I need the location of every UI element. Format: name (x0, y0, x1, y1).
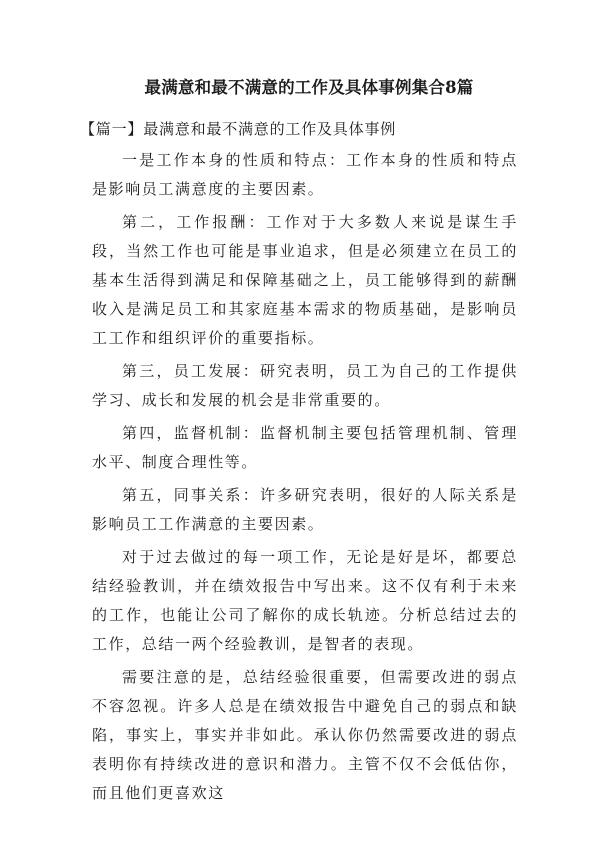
paragraph: 一是工作本身的性质和特点：工作本身的性质和特点是影响员工满意度的主要因素。 (92, 151, 518, 198)
section-heading: 【篇一】最满意和最不满意的工作及具体事例 (80, 120, 397, 138)
paragraph: 第二，工作报酬：工作对于大多数人来说是谋生手段，当然工作也可能是事业追求，但是必须建立在员工的基本生活得到满足和保障基础之上，员工能够得到的薪酬收入是满足员工和其家庭基本需求的物质基础，是影响员工工作和组织评价的重要指标。 (92, 213, 518, 347)
paragraph: 需要注意的是，总结经验很重要，但需要改进的弱点不容忽视。许多人总是在绩效报告中避免自己的弱点和缺陷，事实上，事实并非如此。承认你仍然需要改进的弱点表明你有持续改进的意识和潜力。主管不仅不会低估你，而且他们更喜欢这 (92, 668, 518, 802)
paragraph: 第四，监督机制：监督机制主要包括管理机制、管理水平、制度合理性等。 (92, 424, 518, 471)
document-title: 最满意和最不满意的工作及具体事例集合8篇 (144, 78, 474, 97)
paragraph: 第三，员工发展：研究表明，员工为自己的工作提供学习、成长和发展的机会是非常重要的。 (92, 362, 518, 409)
paragraph: 第五，同事关系：许多研究表明，很好的人际关系是影响员工工作满意的主要因素。 (92, 486, 518, 533)
paragraph: 对于过去做过的每一项工作，无论是好是坏，都要总结经验教训，并在绩效报告中写出来。这不仅有利于未来的工作，也能让公司了解你的成长轨迹。分析总结过去的工作，总结一两个经验教训，是智者的表现。 (92, 548, 518, 653)
